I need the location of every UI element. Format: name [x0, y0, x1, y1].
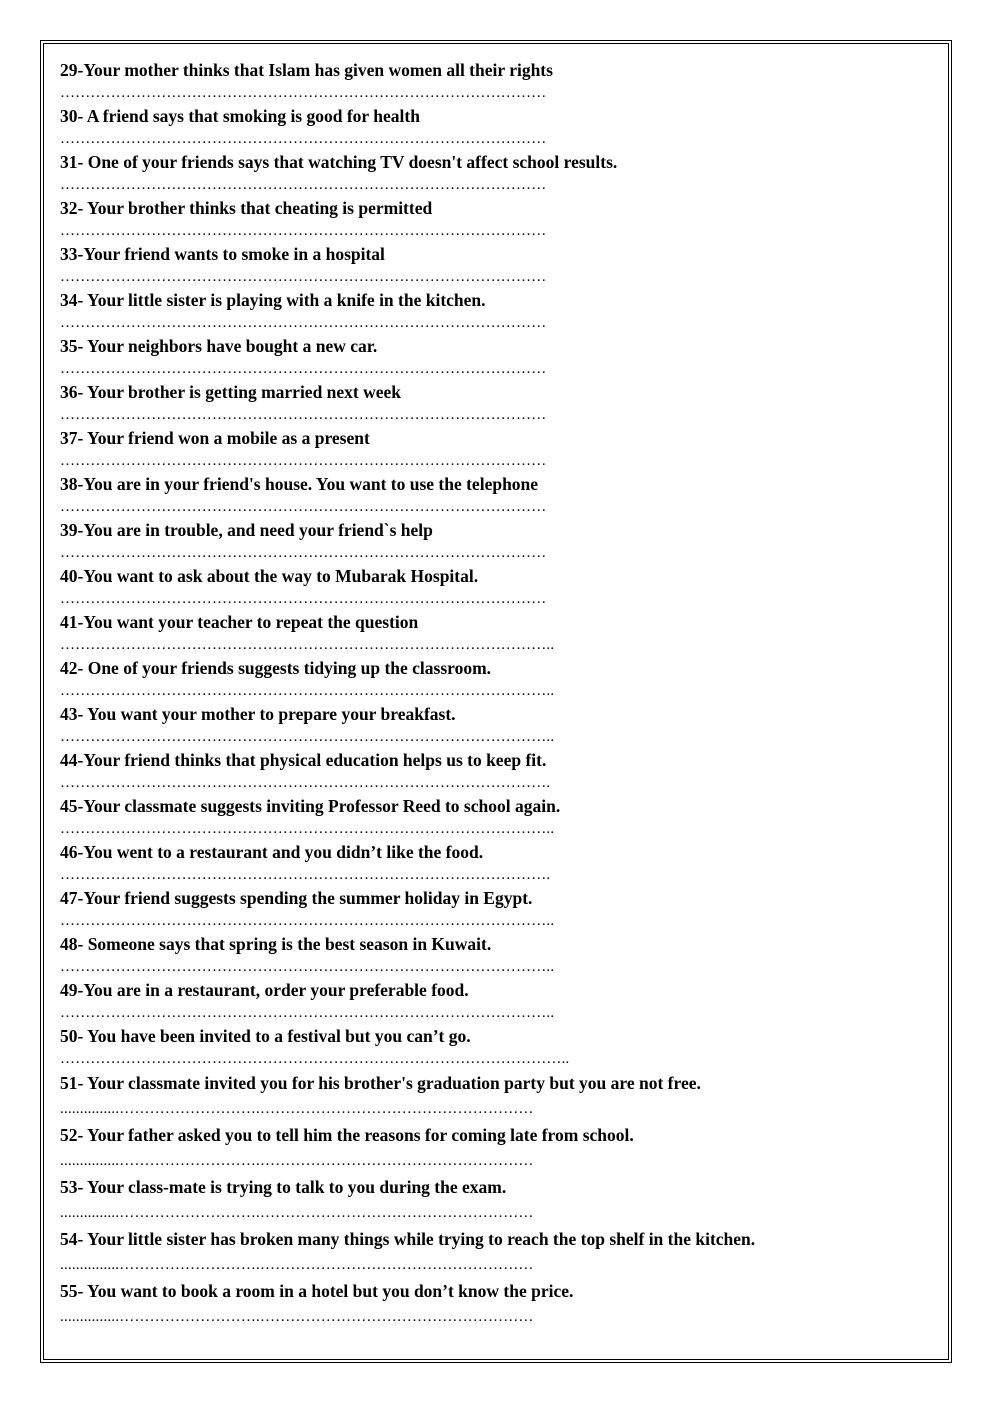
- answer-line[interactable]: ……………………………………………………………………………………: [60, 315, 547, 331]
- answer-line[interactable]: ……………………………………………………………………………………..: [60, 683, 555, 699]
- question-item: [60, 932, 940, 978]
- question-text: 54- Your little sister has broken many things while trying to reach the top shelf in the kitchen.: [60, 1229, 756, 1249]
- answer-line[interactable]: ...............……………………….………………………………………………: [60, 1153, 534, 1169]
- answer-line[interactable]: ...............……………………….………………………………………………: [60, 1101, 534, 1117]
- question-list-29-50: [60, 58, 940, 1070]
- question-text: 32- Your brother thinks that cheating is permitted: [60, 198, 433, 218]
- question-text: 55- You want to book a room in a hotel but you don’t know the price.: [60, 1281, 574, 1301]
- answer-line[interactable]: ……………………………………………………………………………………: [60, 453, 547, 469]
- answer-line[interactable]: ……………………………………………………………………………………: [60, 361, 547, 377]
- question-item: [60, 288, 940, 334]
- question-item: [60, 334, 940, 380]
- question-text: 34- Your little sister is playing with a knife in the kitchen.: [60, 290, 486, 310]
- question-item: [60, 656, 940, 702]
- answer-line[interactable]: ……………………………………………………………………………………: [60, 131, 547, 147]
- question-text: 46-You went to a restaurant and you didn’t like the food.: [60, 842, 484, 862]
- question-item: [60, 196, 940, 242]
- question-text: 44-Your friend thinks that physical education helps us to keep fit.: [60, 750, 547, 770]
- question-text: 42- One of your friends suggests tidying up the classroom.: [60, 658, 492, 678]
- question-text: 31- One of your friends says that watching TV doesn't affect school results.: [60, 152, 618, 172]
- question-text: 53- Your class-mate is trying to talk to you during the exam.: [60, 1177, 507, 1197]
- question-item: [60, 564, 940, 610]
- question-item: [60, 242, 940, 288]
- question-text: 37- Your friend won a mobile as a present: [60, 428, 370, 448]
- question-text: 33-Your friend wants to smoke in a hospital: [60, 244, 385, 264]
- question-text: 51- Your classmate invited you for his brother's graduation party but you are not free.: [60, 1073, 701, 1093]
- question-text: 30- A friend says that smoking is good for health: [60, 106, 420, 126]
- question-text: 47-Your friend suggests spending the summer holiday in Egypt.: [60, 888, 533, 908]
- question-text: 39-You are in trouble, and need your friend`s help: [60, 520, 433, 540]
- question-text: 38-You are in your friend's house. You want to use the telephone: [60, 474, 539, 494]
- question-item: [60, 1174, 940, 1226]
- question-item: [60, 610, 940, 656]
- answer-line[interactable]: …………………………………………………………………………………….: [60, 867, 551, 883]
- answer-line[interactable]: ……………………………………………………………………………………..: [60, 959, 555, 975]
- question-text: 36- Your brother is getting married next week: [60, 382, 402, 402]
- answer-line[interactable]: ……………………………………………………………………………………..: [60, 637, 555, 653]
- answer-line[interactable]: ……………………………………………………………………………………: [60, 85, 547, 101]
- answer-line[interactable]: ……………………………………………………………………………………: [60, 177, 547, 193]
- question-item: [60, 472, 940, 518]
- question-item: [60, 840, 940, 886]
- answer-line[interactable]: ……………………………………………………………………………………: [60, 591, 547, 607]
- answer-line[interactable]: ………………………………………………………………………………………..: [60, 1051, 570, 1067]
- question-text: 49-You are in a restaurant, order your preferable food.: [60, 980, 469, 1000]
- answer-line[interactable]: ……………………………………………………………………………………: [60, 269, 547, 285]
- answer-line[interactable]: ……………………………………………………………………………………..: [60, 821, 555, 837]
- question-item: [60, 1278, 940, 1330]
- question-item: [60, 1070, 940, 1122]
- answer-line[interactable]: ……………………………………………………………………………………..: [60, 1005, 555, 1021]
- question-item: [60, 380, 940, 426]
- question-item: [60, 886, 940, 932]
- question-item: [60, 1122, 940, 1174]
- answer-line[interactable]: ……………………………………………………………………………………: [60, 407, 547, 423]
- answer-line[interactable]: ……………………………………………………………………………………: [60, 499, 547, 515]
- answer-line[interactable]: ...............……………………….………………………………………………: [60, 1205, 534, 1221]
- question-text: 35- Your neighbors have bought a new car.: [60, 336, 378, 356]
- answer-line[interactable]: ...............……………………….………………………………………………: [60, 1309, 534, 1325]
- question-item: [60, 702, 940, 748]
- answer-line[interactable]: ……………………………………………………………………………………: [60, 223, 547, 239]
- question-list-51-55: [60, 1070, 940, 1330]
- question-item: [60, 518, 940, 564]
- question-text: 50- You have been invited to a festival but you can’t go.: [60, 1026, 471, 1046]
- question-item: [60, 58, 940, 104]
- answer-line[interactable]: …………………………………………………………………………………….: [60, 775, 551, 791]
- question-item: [60, 1226, 940, 1278]
- answer-line[interactable]: ...............……………………….………………………………………………: [60, 1257, 534, 1273]
- question-text: 45-Your classmate suggests inviting Professor Reed to school again.: [60, 796, 561, 816]
- question-item: [60, 978, 940, 1024]
- question-item: [60, 426, 940, 472]
- question-item: [60, 794, 940, 840]
- worksheet-content: [60, 58, 940, 1330]
- answer-line[interactable]: ……………………………………………………………………………………: [60, 545, 547, 561]
- question-text: 52- Your father asked you to tell him the reasons for coming late from school.: [60, 1125, 634, 1145]
- question-item: [60, 104, 940, 150]
- question-text: 40-You want to ask about the way to Mubarak Hospital.: [60, 566, 479, 586]
- question-text: 48- Someone says that spring is the best season in Kuwait.: [60, 934, 492, 954]
- answer-line[interactable]: ……………………………………………………………………………………..: [60, 729, 555, 745]
- question-text: 43- You want your mother to prepare your breakfast.: [60, 704, 456, 724]
- question-item: [60, 748, 940, 794]
- question-text: 41-You want your teacher to repeat the question: [60, 612, 419, 632]
- question-item: [60, 1024, 940, 1070]
- question-text: 29-Your mother thinks that Islam has given women all their rights: [60, 60, 553, 80]
- answer-line[interactable]: ……………………………………………………………………………………..: [60, 913, 555, 929]
- question-item: [60, 150, 940, 196]
